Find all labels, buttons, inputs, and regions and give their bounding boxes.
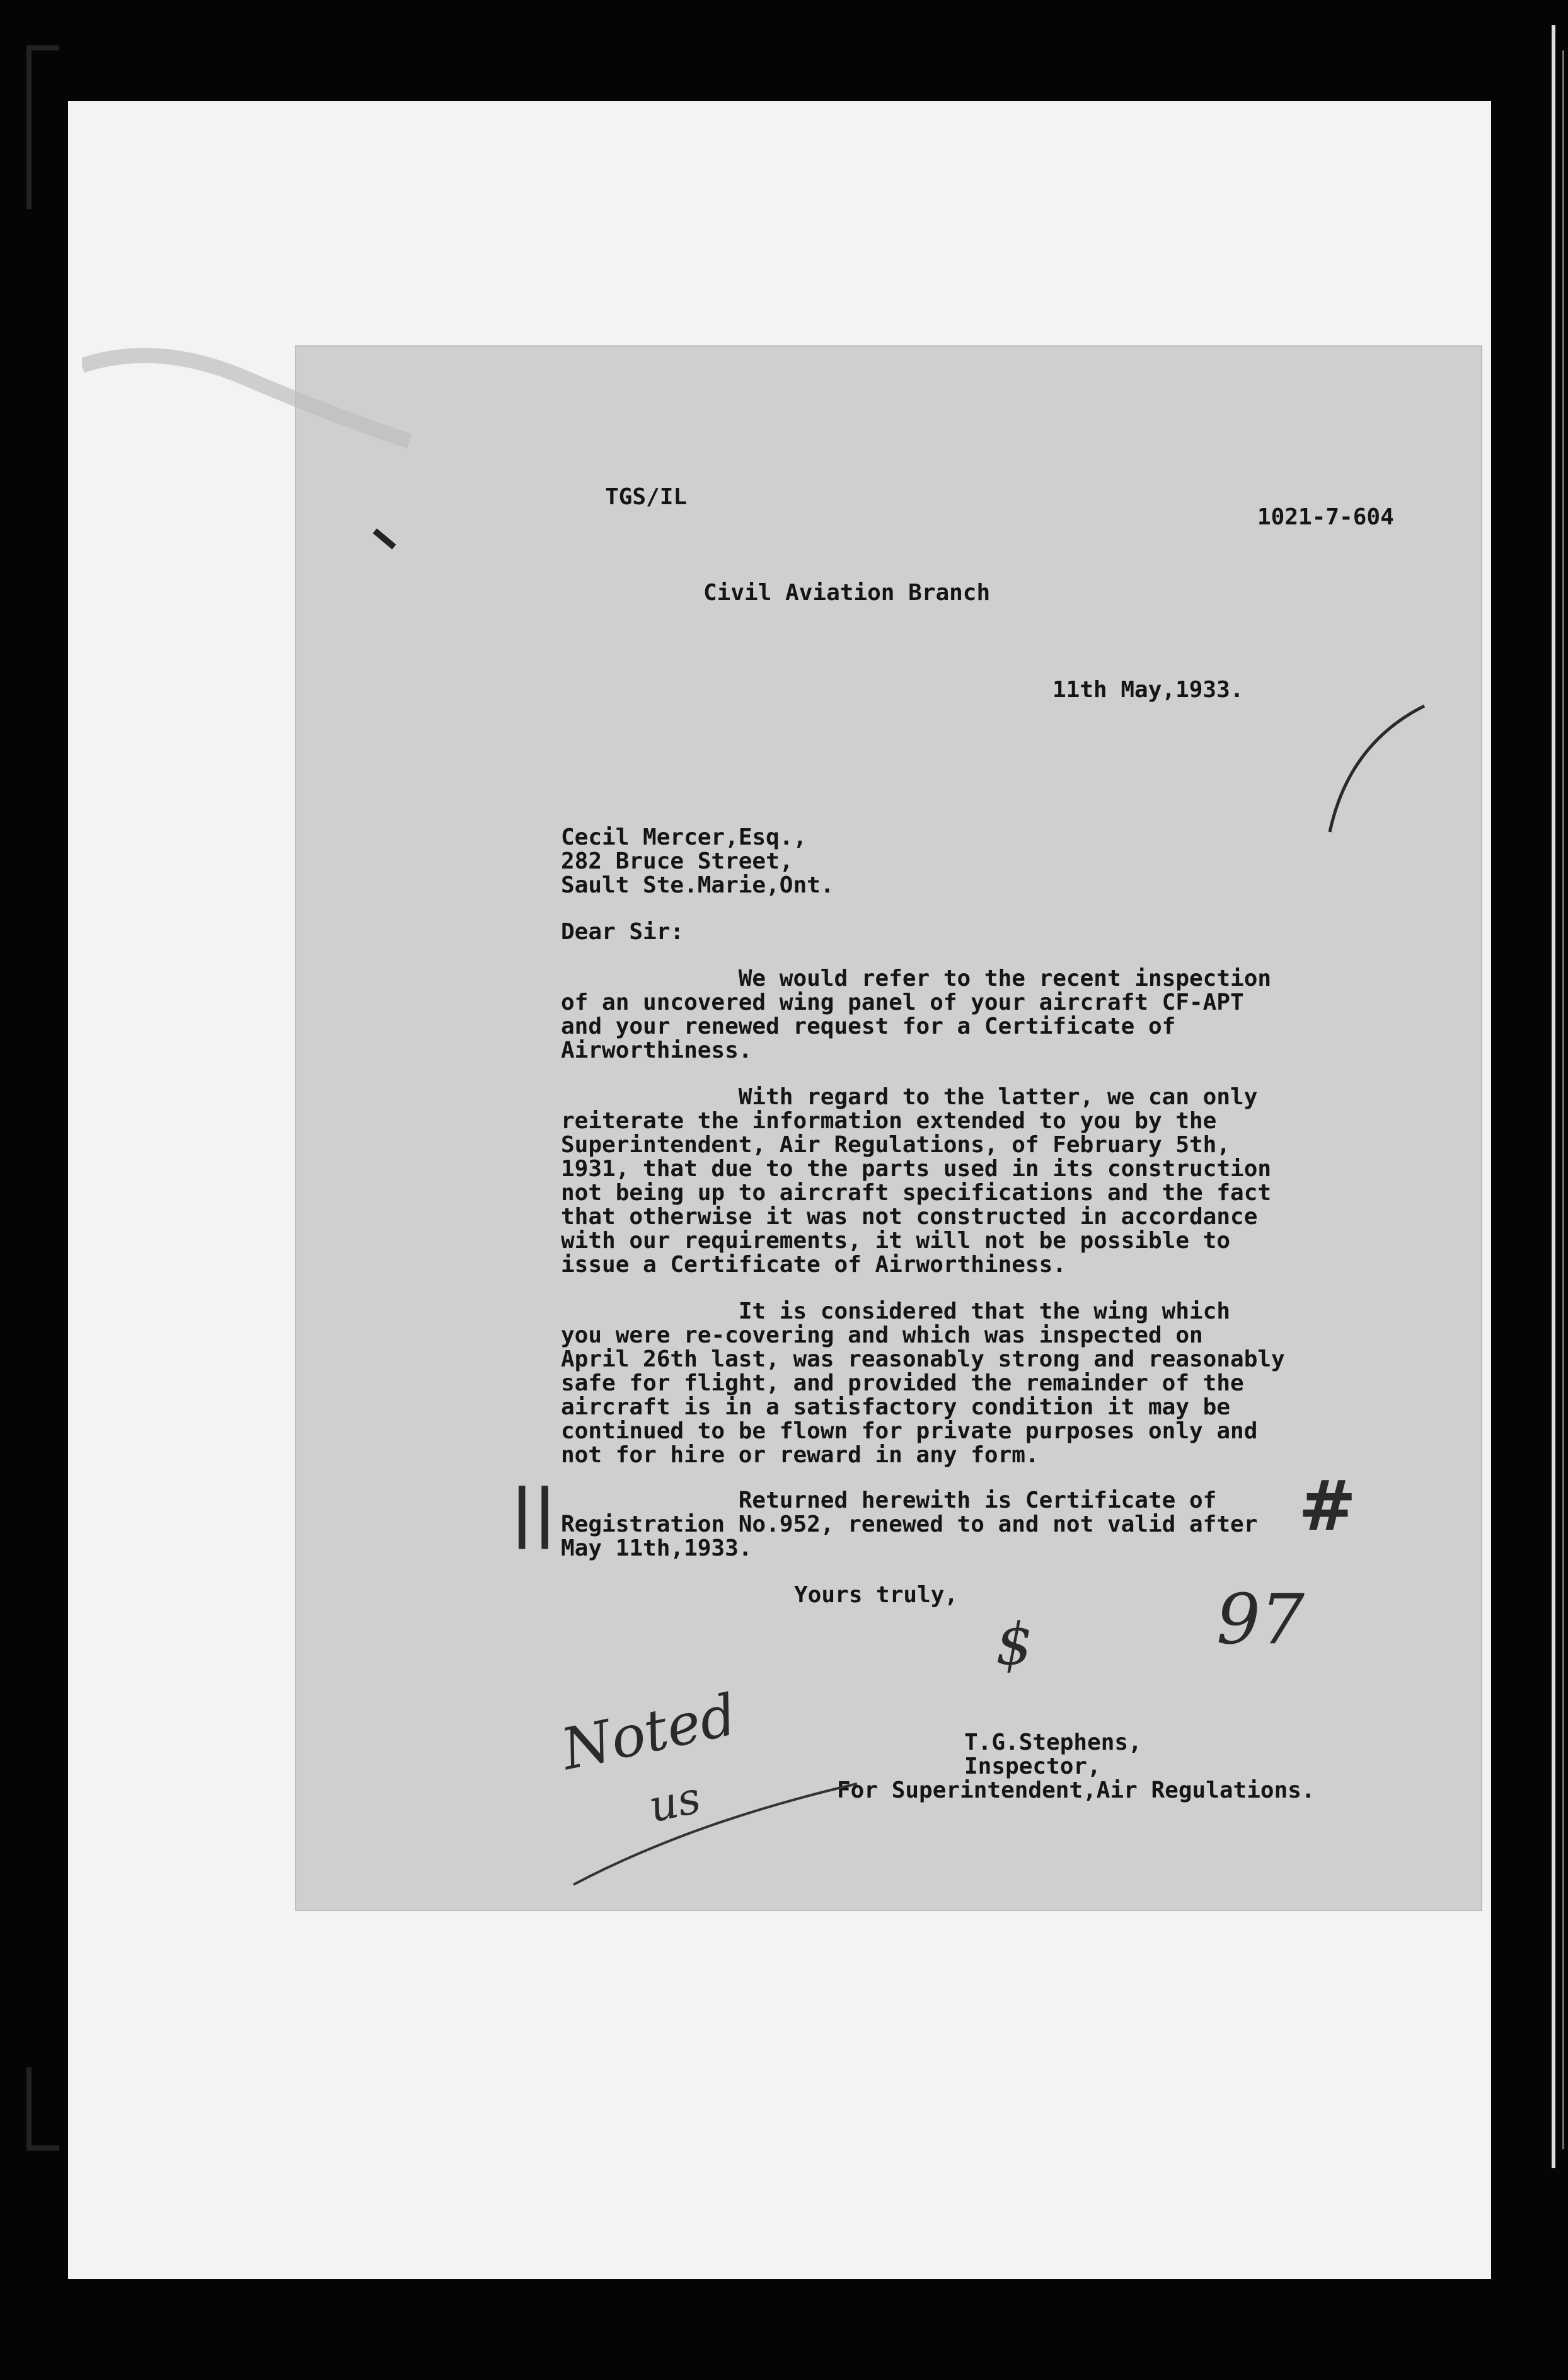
paragraph-line: reiterate the information extended to you by the xyxy=(561,1108,1217,1134)
paragraph-line: with our requirements, it will not be possible to xyxy=(561,1228,1231,1254)
signatory-title: Inspector, xyxy=(964,1753,1101,1779)
handwritten-noted-initials: us xyxy=(644,1771,705,1833)
crop-mark-top-left xyxy=(26,45,32,209)
paragraph-line: safe for flight, and provided the remainder of the xyxy=(561,1370,1244,1396)
crop-mark-bottom-left xyxy=(26,2067,32,2149)
paragraph-line: Returned herewith is Certificate of xyxy=(561,1488,1217,1513)
paragraph-line: and your renewed request for a Certificate of xyxy=(561,1014,1176,1039)
handwritten-mark-right: # xyxy=(1298,1465,1357,1546)
paragraph-line: issue a Certificate of Airworthiness. xyxy=(561,1252,1066,1278)
paragraph-line: not being up to aircraft specifications and the fact xyxy=(561,1180,1272,1206)
paragraph-line: Registration No.952, renewed to and not valid after xyxy=(561,1511,1258,1537)
film-edge-right-line xyxy=(1562,50,1564,2149)
crop-mark-top-left xyxy=(26,45,59,50)
closing: Yours truly, xyxy=(794,1582,959,1608)
paragraph-line: April 26th last, was reasonably strong and reasonably xyxy=(561,1346,1285,1372)
pencil-tick-mark xyxy=(372,528,396,549)
salutation: Dear Sir: xyxy=(561,919,684,945)
paragraph-line: May 11th,1933. xyxy=(561,1535,752,1561)
paragraph-line: Airworthiness. xyxy=(561,1037,752,1063)
recipient-name: Cecil Mercer,Esq., xyxy=(561,824,807,850)
paragraph-line: that otherwise it was not constructed in accordance xyxy=(561,1204,1258,1230)
paragraph-line: you were re-covering and which was inspected on xyxy=(561,1322,1203,1348)
paper-edge-fold xyxy=(82,328,435,454)
paragraph-line: 1931, that due to the parts used in its construction xyxy=(561,1156,1272,1182)
paragraph-line: of an uncovered wing panel of your aircraft CF-APT xyxy=(561,990,1244,1015)
signatory-name: T.G.Stephens, xyxy=(964,1730,1142,1755)
handwritten-initials: $ xyxy=(996,1610,1033,1678)
handwritten-underline xyxy=(567,1771,870,1897)
letter-date: 11th May,1933. xyxy=(1052,677,1244,703)
crop-mark-bottom-left xyxy=(26,2146,59,2151)
signatory-for: For Superintendent,Air Regulations. xyxy=(837,1777,1315,1803)
paragraph-line: It is considered that the wing which xyxy=(561,1298,1231,1324)
reference-code: TGS/IL xyxy=(605,484,688,510)
letter-page xyxy=(296,347,1481,1910)
paragraph-2 xyxy=(561,1085,1380,1277)
recipient-city: Sault Ste.Marie,Ont. xyxy=(561,872,834,898)
paragraph-line: aircraft is in a satisfactory condition it may be xyxy=(561,1394,1231,1420)
paragraph-line: Superintendent, Air Regulations, of February 5th, xyxy=(561,1132,1231,1158)
letter-heading: Civil Aviation Branch xyxy=(703,580,991,606)
paragraph-line: not for hire or reward in any form. xyxy=(561,1442,1039,1468)
recipient-street: 282 Bruce Street, xyxy=(561,848,793,874)
paragraph-line: continued to be flown for private purposes only and xyxy=(561,1418,1258,1444)
paragraph-4 xyxy=(561,1465,1380,1561)
paragraph-line: We would refer to the recent inspection xyxy=(561,966,1272,991)
paragraph-line: With regard to the latter, we can only xyxy=(561,1084,1258,1110)
paragraph-3 xyxy=(561,1300,1380,1467)
paragraph-1 xyxy=(561,967,1380,1063)
paper-fold-curl xyxy=(1311,693,1437,845)
file-number: 1021-7-604 xyxy=(1257,504,1394,530)
handwritten-mark-left: || xyxy=(510,1475,556,1549)
film-edge-right xyxy=(1552,25,1555,2168)
handwritten-noted: Noted xyxy=(556,1682,742,1783)
handwritten-number: 97 xyxy=(1216,1579,1305,1660)
